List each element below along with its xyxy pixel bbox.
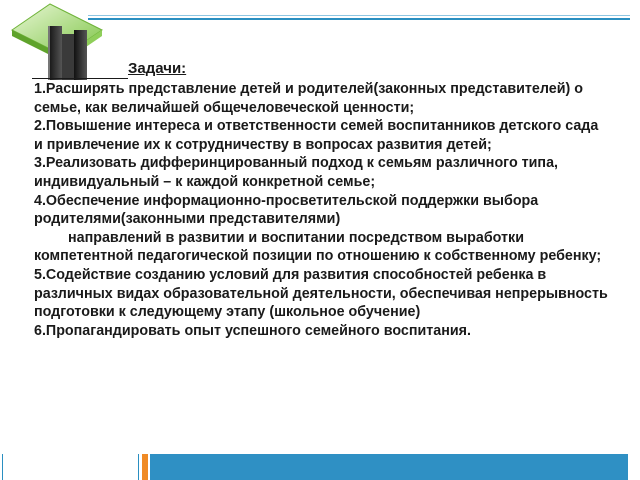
bottom-bar-divider <box>2 454 3 480</box>
bottom-bar-orange <box>142 454 148 480</box>
title-underline <box>32 78 128 79</box>
slide-title: Задачи: <box>128 60 187 77</box>
task-item: 1.Расширять представление детей и родителей(законных представителей) о семье, как величайшей общечеловеческой ценности; <box>34 81 583 116</box>
top-decor-line <box>88 15 630 16</box>
task-item-continuation: направлений в развитии и воспитании посредством выработки компетентной педагогической позиции по отношению к собственному ребенку; <box>34 229 602 265</box>
task-item: 6.Пропагандировать опыт успешного семейного воспитания. <box>34 322 471 339</box>
bottom-decor-bar <box>0 452 640 480</box>
task-item: 5.Содействие созданию условий для развития способностей ребенка в различных видах образовательной деятельности, обеспечивая непрерывность подготовки к следующему этапу (школьное обучение) <box>34 266 608 321</box>
top-decor-line-thick <box>88 18 630 20</box>
task-item <box>34 192 610 266</box>
task-item-text: 4.Обеспечение информационно-просветительской поддержки выбора родителями(законными представителями) <box>34 192 539 228</box>
tasks-list <box>34 80 610 340</box>
bottom-bar-left <box>0 452 140 480</box>
task-item: 3.Реализовать дифферинцированный подход к семьям различного типа, индивидуальный – к каждой конкретной семье; <box>34 155 558 190</box>
bottom-bar-divider <box>138 454 139 480</box>
bottom-bar-blue <box>150 454 628 480</box>
books-icon <box>4 0 108 84</box>
task-item: 2.Повышение интереса и ответственности семей воспитанников детского сада и привлечение их к сотрудничеству в вопросах развития детей; <box>34 118 599 153</box>
